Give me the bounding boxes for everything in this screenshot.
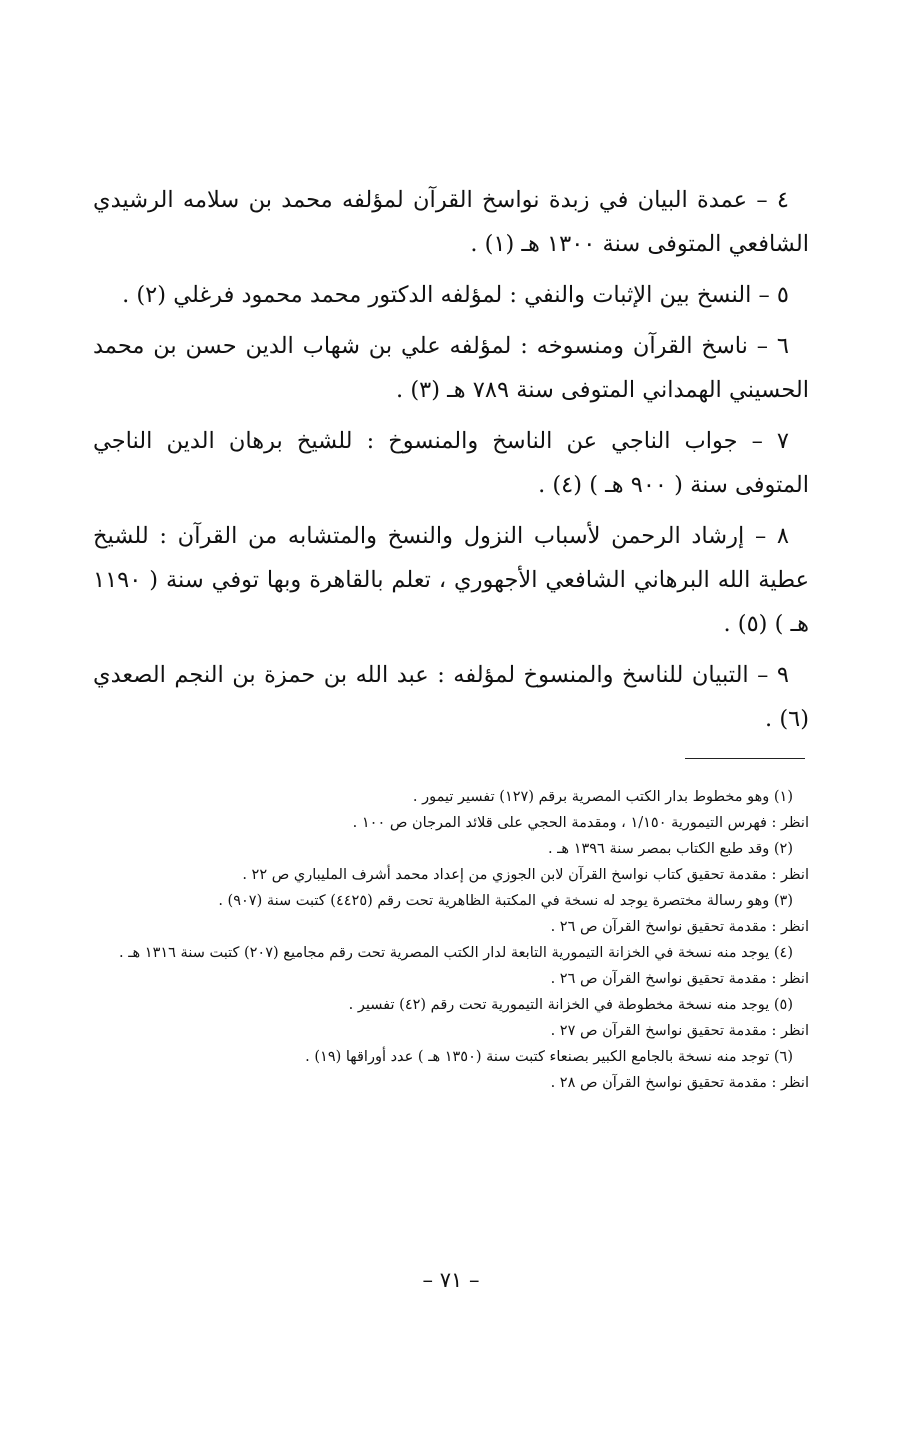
main-text-body [93,178,809,748]
footnote-separator [685,758,805,759]
footnote-2-reference: انظر : مقدمة تحقيق كتاب نواسخ القرآن لابن الجوزي من إعداد محمد أشرف المليباري ص ٢٢ . [242,867,809,883]
footnote-6: (٦) توجد منه نسخة بالجامع الكبير بصنعاء كتبت سنة (١٣٥٠ هـ ) عدد أوراقها (١٩) . [305,1049,793,1065]
footnote-1-reference: انظر : فهرس التيمورية ١/١٥٠ ، ومقدمة الحجي على قلائد المرجان ص ١٠٠ . [352,815,809,831]
list-entry-7: ٧ – جواب الناجي عن الناسخ والمنسوخ : للشيخ برهان الدين الناجي المتوفى سنة ( ٩٠٠ هـ ) (٤) . [93,428,809,498]
footnotes-section [93,786,809,1098]
footnote-3: (٣) وهو رسالة مختصرة يوجد له نسخة في المكتبة الظاهرية تحت رقم (٤٤٢٥) كتبت سنة (٩٠٧) . [218,893,793,909]
footnote-6-reference: انظر : مقدمة تحقيق نواسخ القرآن ص ٢٨ . [550,1075,809,1091]
footnote-3-reference: انظر : مقدمة تحقيق نواسخ القرآن ص ٢٦ . [550,919,809,935]
list-entry-8: ٨ – إرشاد الرحمن لأسباب النزول والنسخ والمتشابه من القرآن : للشيخ عطية الله البرهاني الشافعي الأجهوري ، تعلم بالقاهرة وبها توفي سنة ( ١١٩٠ هـ ) (٥) . [93,523,809,637]
footnote-1: (١) وهو مخطوط بدار الكتب المصرية برقم (١٢٧) تفسير تيمور . [412,789,793,805]
list-entry-4: ٤ – عمدة البيان في زبدة نواسخ القرآن لمؤلفه محمد بن سلامه الرشيدي الشافعي المتوفى سنة ١٣٠٠ هـ (١) . [93,187,809,257]
footnote-2: (٢) وقد طبع الكتاب بمصر سنة ١٣٩٦ هـ . [547,841,793,857]
footnote-4-reference: انظر : مقدمة تحقيق نواسخ القرآن ص ٢٦ . [550,971,809,987]
footnote-4: (٤) يوجد منه نسخة في الخزانة التيمورية التابعة لدار الكتب المصرية تحت رقم مجاميع (٢٠٧) كتبت سنة ١٣١٦ هـ . [119,945,793,961]
list-entry-9: ٩ – التبيان للناسخ والمنسوخ لمؤلفه : عبد الله بن حمزة بن النجم الصعدي (٦) . [93,662,809,732]
list-entry-6: ٦ – ناسخ القرآن ومنسوخه : لمؤلفه علي بن شهاب الدين حسن بن محمد الحسيني الهمداني المتوفى سنة ٧٨٩ هـ (٣) . [93,333,809,403]
page-number: – ٧١ – [422,1268,480,1292]
list-entry-5: ٥ – النسخ بين الإثبات والنفي : لمؤلفه الدكتور محمد محمود فرغلي (٢) . [122,282,789,308]
footnote-5-reference: انظر : مقدمة تحقيق نواسخ القرآن ص ٢٧ . [550,1023,809,1039]
footnote-5: (٥) يوجد منه نسخة مخطوطة في الخزانة التيمورية تحت رقم (٤٢) تفسير . [348,997,793,1013]
